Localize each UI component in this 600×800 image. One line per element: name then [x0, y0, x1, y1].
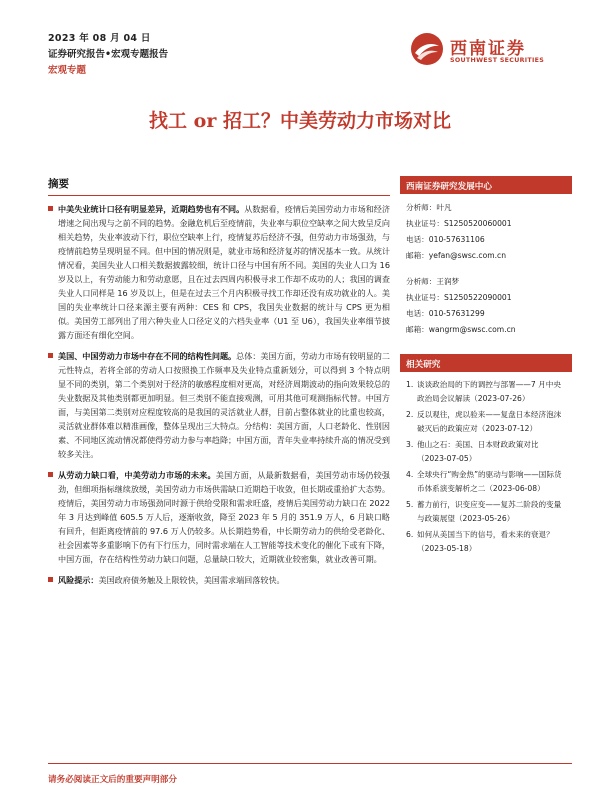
bullet-icon [48, 206, 53, 211]
bullet-icon [48, 353, 53, 358]
analyst-name: 分析师：叶凡 [406, 203, 452, 212]
report-date: 2023 年 08 月 04 日 [48, 33, 151, 44]
paragraph-lead: 美国、中国劳动力市场中存在不同的结构性问题。 [58, 351, 237, 361]
report-title: 找工 or 招工？中美劳动力市场对比 [149, 110, 451, 132]
summary-heading: 摘要 [48, 176, 390, 196]
related-item[interactable] [406, 378, 568, 405]
related-research-list [400, 372, 572, 555]
related-item-text: 他山之石：美国、日本财政政策对比（2023-07-05） [417, 440, 539, 463]
paragraph-lead: 风险提示： [58, 575, 99, 585]
sidebar [400, 176, 572, 558]
summary-paragraph [48, 202, 390, 342]
related-item-number: 3. [406, 440, 414, 449]
analyst-block [400, 194, 572, 338]
related-item-number: 1. [406, 380, 414, 389]
analyst-center-heading: 西南证券研究发展中心 [400, 176, 572, 194]
related-item[interactable] [406, 408, 568, 435]
paragraph-body: 总体：美国方面，劳动力市场有较明显的二元性特点，若将全部的劳动人口按照换工作频率及失业特点重新划分，可以得到 3 个特点明显不同的类别，第二个类别对于经济的敏感程度相对更高，对经济周期波动的指向效果较总的失业数据及其他类别都更加明显。但三类别不能直接观测，可用其他可观测指标代替。中国方面，与美国第二类别对应程度较高的是我国的灵活就业人群，目前占整体就业的比重也较高，灵活就业群体难以精准画像，整体呈现出三大特点。分结构：美国方面，人口老龄化、性别因素、不同地区流动情况都使得劳动力参与率趋降；中国方面，青年失业率持续升高的情况受到较多关注。 [58, 351, 390, 459]
related-item[interactable] [406, 498, 568, 525]
related-item[interactable] [406, 438, 568, 465]
summary-paragraph [48, 349, 390, 461]
summary-paragraph [48, 573, 390, 587]
analyst-email[interactable]: 邮箱：wangrm@swsc.com.cn [406, 325, 516, 334]
paragraph-body: 美国方面，从最新数据看，美国劳动市场仍较强劲，但细项指标继续放缓，美国劳动力市场供需缺口近期趋于收敛，但长期或重拾扩大态势。疫情后，美国劳动力市场强劲同时源于供给受限和需求旺盛，疫情后美国劳动力缺口在 2022 年 3 月达到峰值 605.5 万人后，逐渐收敛，降至 2023 年 5 月的 351.9 万人，6 月缺口略有回升，但距离疫情前的 97.6 万人仍较多。从长期趋势看，中长期劳动力的供给受老龄化、社会因素等多重影响下仍有下行压力，同时需求端在人工智能等技术变化的催化下或有下降，中国方面，存在结构性劳动力缺口问题，总量缺口较大，近期就业较密集，就业改善可期。 [58, 470, 390, 564]
related-item-text: 反以观往，虎以验来——复盘日本经济泡沫破灭后的政策应对（2023-07-12） [417, 410, 562, 433]
related-item-number: 2. [406, 410, 414, 419]
analyst-name: 分析师：王润梦 [406, 277, 460, 286]
related-item-text: 蓄力前行，识变应变——复苏二阶段的变量与政策展望（2023-05-26） [417, 500, 562, 523]
related-item-number: 5. [406, 500, 414, 509]
paragraph-body: 从数据看，疫情后美国劳动力市场和经济增速之间出现与之前不同的趋势。金融危机后至疫情前，失业率与职位空缺率之间大致呈反向相关趋势，失业率波动下行，职位空缺率上行，疫情复苏后经济不强，但劳动力市场强劲，与疫情前趋势呈现明显不同。但中国的情况则是，就业市场和经济复苏的情况基本一致。从统计情况看，美国失业人口相关数据披露较细，统计口径与中国有所不同。美国的失业人口为 16 岁及以上，有劳动能力和劳动意愿，且在过去四周内积极寻求工作却不成功的人；我国的调查失业人口同样是 16 岁及以上，但是在过去三个月内积极寻找工作却还没有成功就业的人。美国的失业率统计口径来源主要有两种：CES 和 CPS，我国失业数据的统计与 CPS 更为相似。美国劳工部列出了用六种失业人口径定义的六档失业率（U1 至 U6），我国失业率细节披露方面还有细化空间。 [58, 204, 390, 340]
analyst-email[interactable]: 邮箱：yefan@swsc.com.cn [406, 251, 507, 260]
analyst-license: 执业证号：S1250520060001 [406, 219, 512, 228]
footer-disclaimer: 请务必阅读正文后的重要声明部分 [48, 775, 177, 785]
analyst-phone: 电话：010-57631106 [406, 235, 485, 244]
logo-emblem-icon [410, 32, 444, 66]
related-item-number: 6. [406, 530, 414, 539]
paragraph-body: 美国政府债务触及上限较快，美国需求端回落较快。 [98, 575, 285, 585]
related-item[interactable] [406, 528, 568, 555]
summary-section [48, 176, 390, 594]
related-research-heading: 相关研究 [400, 354, 572, 372]
bullet-icon [48, 577, 53, 582]
report-category: 宏观专题 [48, 65, 87, 76]
related-item[interactable] [406, 468, 568, 495]
paragraph-lead: 中美失业统计口径有明显差异，近期趋势也有不同。 [58, 204, 245, 214]
analyst-license: 执业证号：S1250522090001 [406, 293, 512, 302]
related-item-text: 谈谈政治局的下的调控与部署——7 月中央政治局会议解读（2023-07-26） [417, 380, 561, 403]
summary-paragraph [48, 468, 390, 566]
logo-text-cn: 西南证券 [450, 39, 526, 59]
analyst-phone: 电话：010-57631299 [406, 309, 485, 318]
logo-text-en: SOUTHWEST SECURITIES [450, 57, 545, 64]
related-item-text: 全球央行“购金热”的驱动与影响——国际货币体系演变解析之二（2023-06-08） [417, 470, 562, 493]
report-type: 证券研究报告•宏观专题报告 [48, 49, 169, 60]
company-logo [410, 30, 570, 70]
paragraph-lead: 从劳动力缺口看，中美劳动力市场的未来。 [58, 470, 216, 480]
related-item-number: 4. [406, 470, 414, 479]
related-item-text: 如何从美国当下的信号，看未来的衰退？（2023-05-18） [417, 530, 554, 553]
footer-divider [48, 763, 572, 764]
bullet-icon [48, 472, 53, 477]
